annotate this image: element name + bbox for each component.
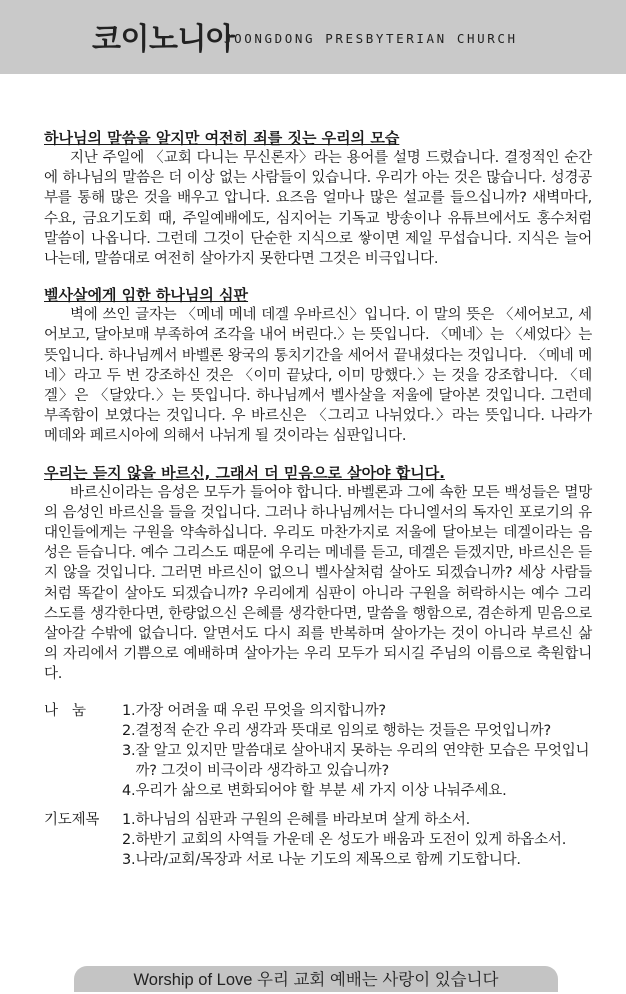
list-item bbox=[122, 830, 592, 850]
footer-banner: Worship of Love 우리 교회 예배는 사랑이 있습니다 bbox=[74, 966, 558, 992]
section-3 bbox=[44, 463, 592, 685]
item-text: 우리가 삶으로 변화되어야 할 부분 세 가지 이상 나눠주세요. bbox=[135, 783, 507, 800]
item-text: 나라/교회/목장과 서로 나눈 기도의 제목으로 함께 기도합니다. bbox=[135, 852, 521, 869]
church-name: JOONGDONG PRESBYTERIAN CHURCH bbox=[224, 31, 518, 46]
prayer-list bbox=[122, 810, 592, 871]
sharing-questions bbox=[44, 701, 592, 802]
prayer-label: 기도제목 bbox=[44, 811, 100, 828]
item-number: 2. bbox=[122, 831, 136, 848]
section-2 bbox=[44, 285, 592, 446]
sharing-label: 나눔 bbox=[44, 702, 101, 719]
sharing-list bbox=[122, 701, 592, 802]
list-item bbox=[122, 721, 592, 741]
item-number: 3. bbox=[122, 852, 136, 869]
main-content bbox=[44, 128, 592, 870]
section-title: 하나님의 말씀을 알지만 여전히 죄를 짓는 우리의 모습 bbox=[44, 129, 400, 147]
section-body: 바르신이라는 음성은 모두가 들어야 합니다. 바벨론과 그에 속한 모든 백성들은 멸망의 음성인 바르신을 들을 것입니다. 그러나 하나님께서는 다니엘서의 독자인 포로기의 유대인들에게는 구원을 약속하십니다. 우리도 마찬가지로 저울에 달아보는 데겔이라는 음성은 듣습니다. 예수 그리스도 때문에 우리는 메네를 듣고, 데겔은 듣겠지만, 바르신은 듣지 않을 것입니다. 그러면 바르신이 없으니 벨사살처럼 살아도 되겠습니까? 세상 사람들처럼 똑같이 살아도 되겠습니까? 우리에게 심판이 아니라 구원을 허락하시는 예수 그리스도를 생각한다면, 한량없으신 은혜를 생각한다면, 말씀을 행함으로, 겸손하게 믿음으로 살아갈 수밖에 없습니다. 알면서도 다시 죄를 반복하며 살아가는 것이 아니라 부르신 삶의 자리에서 기쁨으로 예배하며 살아가는 우리 모두가 되시길 주님의 이름으로 축원합니다. bbox=[44, 484, 592, 683]
section-body: 벽에 쓰인 글자는 〈메네 메네 데겔 우바르신〉입니다. 이 말의 뜻은 〈세어보고, 세어보고, 달아보매 부족하여 조각을 내어 버린다.〉는 뜻입니다. 〈메네〉는 〈세었다〉는 뜻입니다. 하나님께서 바벨론 왕국의 통치기간을 세어서 끝내셨다는 것입니다. 〈메네 메네〉라고 두 번 강조하신 것은 〈이미 끝났다, 이미 망했다.〉는 것을 강조합니다. 〈데겔〉은 〈달았다.〉는 뜻입니다. 하나님께서 벨사살을 저울에 달아본 것입니다. 그런데 부족함이 보였다는 것입니다. 우 바르신은 〈그리고 나뉘었다.〉라는 뜻입니다. 나라가 메데와 페르시아에 의해서 나뉘게 될 것이라는 심판입니다. bbox=[44, 307, 593, 445]
list-item bbox=[122, 810, 592, 830]
section-title: 벨사살에게 임한 하나님의 심판 bbox=[44, 286, 249, 305]
item-number: 4. bbox=[122, 783, 136, 800]
list-item bbox=[122, 850, 592, 870]
item-text: 가장 어려울 때 우린 무엇을 의지합니까? bbox=[135, 702, 386, 719]
item-number: 1. bbox=[122, 811, 136, 828]
brand-title: 코이노니아 bbox=[92, 22, 235, 57]
page-header bbox=[0, 0, 626, 74]
section-body: 지난 주일에 〈교회 다니는 무신론자〉라는 용어를 설명 드렸습니다. 결정적인 순간에 하나님의 말씀은 더 이상 없는 사람들이 있습니다. 우리가 아는 것은 많습니다. 성경공부를 통해 많은 것을 배우고 압니다. 요즈음 얼마나 많은 설교를 들으십니까? 새벽마다, 수요, 금요기도회 때, 주일예배에도, 심지어는 기독교 방송이나 유튜브에서도 홍수처럼 말씀이 나옵니다. 그런데 그것이 단순한 지식으로 쌓이면 제일 무섭습니다. 지식은 늘어나는데, 말씀대로 여전히 살아가지 못한다면 그것은 비극입니다. bbox=[44, 150, 592, 268]
item-number: 1. bbox=[122, 702, 136, 719]
item-number: 2. bbox=[122, 722, 136, 739]
item-text: 하나님의 심판과 구원의 은혜를 바라보며 살게 하소서. bbox=[135, 811, 471, 828]
section-1 bbox=[44, 128, 592, 269]
item-text: 잘 알고 있지만 말씀대로 살아내지 못하는 우리의 연약한 모습은 무엇입니까? 그것이 비극이라 생각하고 있습니까? bbox=[135, 743, 590, 780]
list-item bbox=[122, 741, 592, 781]
prayer-requests bbox=[44, 810, 592, 871]
list-item bbox=[122, 701, 592, 721]
section-title: 우리는 듣지 않을 바르신, 그래서 더 믿음으로 살아야 합니다. bbox=[44, 463, 445, 482]
item-text: 결정적 순간 우리 생각과 뜻대로 임의로 행하는 것들은 무엇입니까? bbox=[135, 722, 551, 739]
item-number: 3. bbox=[122, 743, 136, 760]
item-text: 하반기 교회의 사역들 가운데 온 성도가 배움과 도전이 있게 하옵소서. bbox=[135, 831, 567, 848]
list-item bbox=[122, 781, 592, 801]
